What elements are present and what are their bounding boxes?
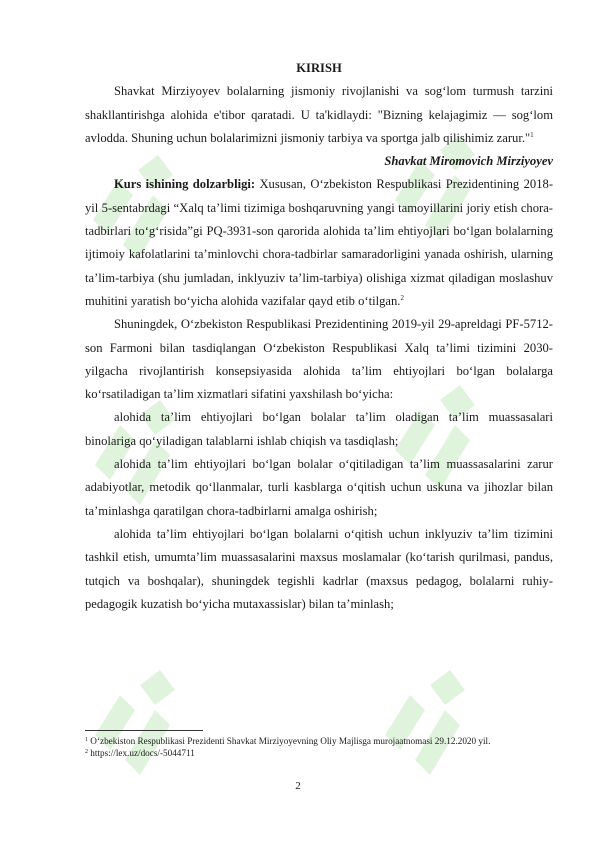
footnote-number: 2 [85, 749, 88, 755]
footnote-separator [85, 730, 203, 731]
footnote-text: O‘zbekiston Respublikasi Prezidenti Shavkat Mirziyoyevning Oliy Majlisga murojaatnomasi 29.12.2020 yil. [88, 736, 491, 746]
footnote-ref[interactable]: 2 [400, 293, 404, 302]
footnote-number: 1 [85, 737, 88, 743]
epigraph-text: Shavkat Mirziyoyev bolalarning jismoniy rivojlanishi va sog‘lom turmush tarzini shakllantirishga alohida e'tibor qaratadi. U ta'kidlaydi: "Bizning kelajagimiz — sog‘lom avlodda. Shuning uchun bolalarimizni jismoniy tarbiya va sportga jalb qilishimiz zarur." [85, 84, 553, 145]
body-paragraph: alohida ta’lim ehtiyojlari bo‘lgan bolalar ta’lim oladigan ta’lim muassasalari binolariga qo‘yiladigan talablarni ishlab chiqish va tasdiqlash; [85, 410, 553, 448]
page-number: 2 [295, 780, 301, 792]
relevance-label: Kurs ishining dolzarbligi: [114, 177, 256, 192]
body-paragraph: alohida ta’lim ehtiyojlari bo‘lgan bolalarni o‘qitish uchun inklyuziv ta’lim tizimini tashkil etish, umumta’lim muassasalarini maxsus moslamalar (ko‘tarish qurilmasi, pandus, tutqich va boshqalar), shuningdek tegishli kadrlar (maxsus pedagog, bolalarni ruhiy-pedagogik kuzatish bo‘yicha mutaxassislar) bilan ta’minlash; [85, 526, 553, 611]
page-title: KIRISH [296, 61, 342, 75]
footnote-item [85, 735, 555, 747]
epigraph-paragraph [85, 80, 553, 150]
body-paragraph: Shuningdek, O‘zbekiston Respublikasi Prezidentining 2019-yil 29-apreldagi PF-5712-son Farmoni bilan tasdiqlangan O‘zbekiston Respublikasi Xalq ta’limi tizimini 2030-yilgacha rivojlantirish konsepsiyasida alohida ta’lim ehtiyojlari bo‘lgan bolalarga ko‘rsatiladigan ta’lim xizmatlari sifatini yaxshilash bo‘yicha: [85, 317, 553, 402]
relevance-text: Xususan, O‘zbekiston Respublikasi Prezidentining 2018-yil 5-sentabrdagi “Xalq ta’limi tizimiga boshqaruvning yangi tamoyillarini joriy etish chora-tadbirlari to‘g‘risida”gi PQ-3931-son qarorida alohida ta’lim ehtiyojlari bo‘lgan bolalarning ijtimoiy kafolatlarini ta’minlovchi chora-tadbirlar samaradorligini yanada oshirish, ularning ta’lim-tarbiya (shu jumladan, inklyuziv ta’lim-tarbiya) olishiga xizmat qiladigan moslashuv muhitini yaratish bo‘yicha alohida vazifalar qayd etib o‘tilgan. [85, 177, 554, 308]
relevance-paragraph [85, 173, 553, 313]
footnote-ref[interactable]: 1 [530, 130, 534, 139]
footnotes [85, 735, 555, 759]
page-body [85, 57, 553, 616]
epigraph-signature: Shavkat Miromovich Mirziyoyev [384, 154, 553, 169]
watermark-logo-icon [370, 665, 480, 785]
body-paragraph: alohida ta’lim ehtiyojlari bo‘lgan bolalar o‘qitiladigan ta’lim muassasalarini zarur adabiyotlar, metodik qo‘llanmalar, turli kasblarga o‘qitish uchun uskuna va jihozlar bilan ta’minlashga qaratilgan chora-tadbirlarni amalga oshirish; [85, 457, 553, 518]
footnote-link[interactable]: https://lex.uz/docs/-5044711 [88, 748, 195, 758]
footnote-item [85, 747, 555, 759]
watermark-logo-icon [80, 665, 190, 785]
